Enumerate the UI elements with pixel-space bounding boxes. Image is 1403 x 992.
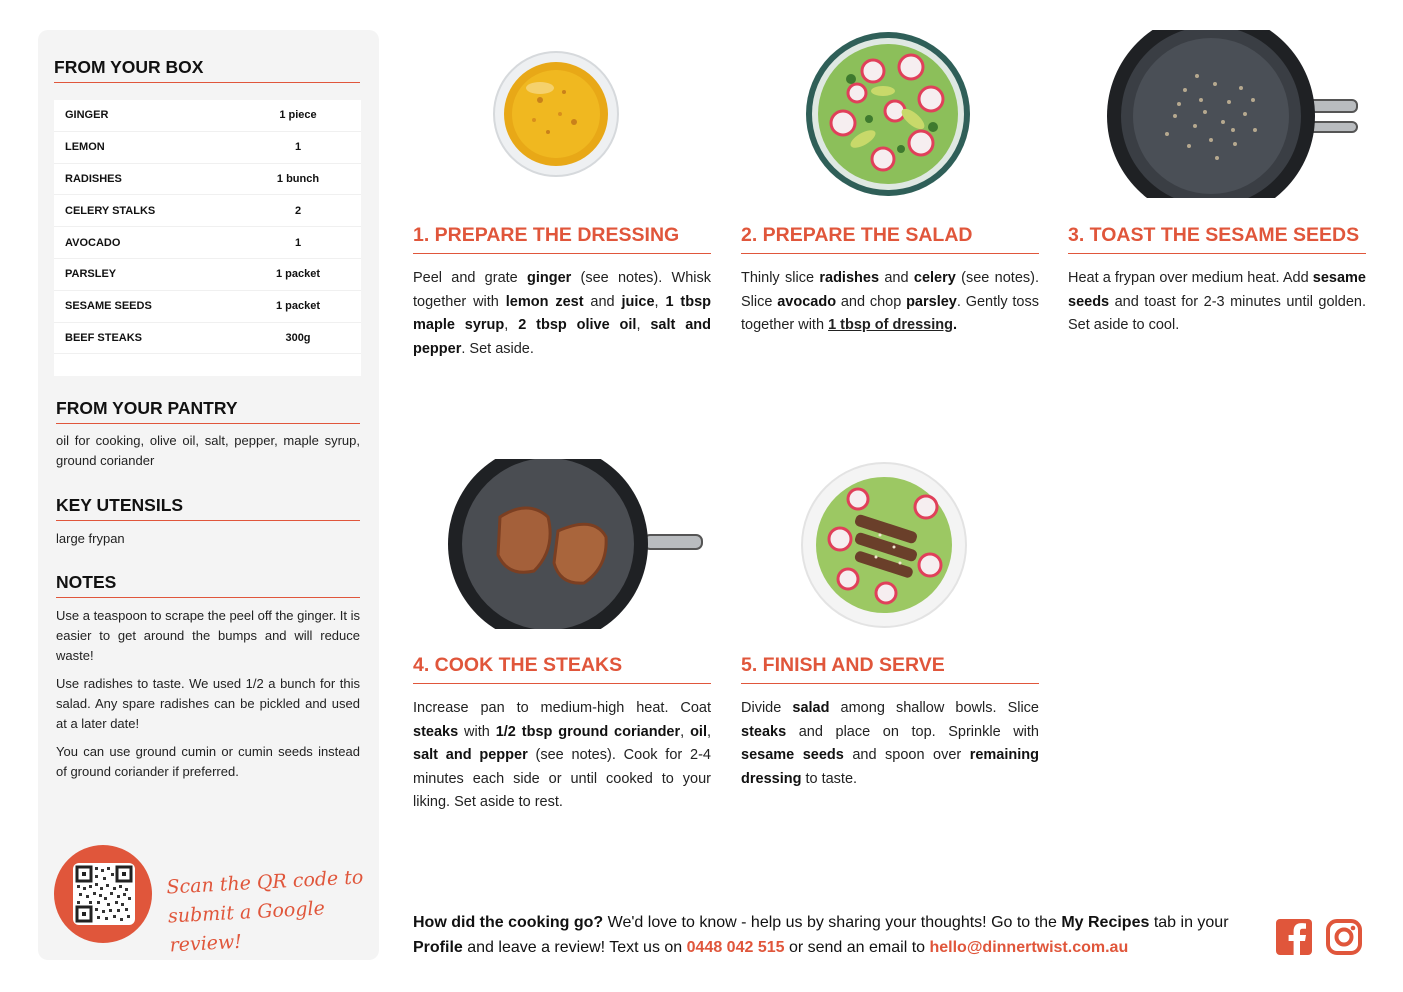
footer-phone-link[interactable]: 0448 042 515 (686, 939, 785, 956)
step-text-emphasis: juice (621, 293, 655, 310)
qr-caption (166, 863, 381, 961)
ingredient-name: CELERY STALKS (65, 204, 156, 217)
ingredient-row (54, 291, 361, 323)
ingredient-qty: 1 (294, 141, 302, 154)
step-text-run: (see notes). Cook for 2-4 minutes each side or until cooked to your liking. Set aside to rest. (413, 747, 711, 810)
dressing-bowl-image (490, 48, 622, 180)
ingredients-table (54, 100, 361, 376)
step-text-emphasis: celery (913, 270, 956, 286)
frypan-sesame-image (1105, 30, 1359, 198)
step-text-run: , (636, 317, 651, 333)
step-text-run: and spoon over (843, 747, 970, 763)
footer-text: tab in your (1149, 914, 1229, 931)
step-text-emphasis: avocado (777, 293, 837, 310)
step-text-run: (see notes). Slice (741, 270, 1040, 310)
note-paragraph: You can use ground cumin or cumin seeds instead of ground coriander if preferred. (56, 744, 360, 779)
ingredient-name: PARSLEY (65, 268, 117, 281)
step-2-title: 2. PREPARE THE SALAD (741, 224, 1039, 254)
step-text-run: , (680, 723, 691, 740)
step-text-run: Increase pan to medium-high heat. Coat (413, 700, 711, 716)
step-3-title: 3. TOAST THE SESAME SEEDS (1068, 224, 1366, 254)
step-text-run: Peel and grate (413, 270, 527, 286)
step-text-emphasis: . (952, 317, 957, 333)
step-5-text (741, 697, 1039, 791)
footer-question: How did the cooking go? (413, 914, 604, 931)
notes-heading: NOTES (56, 572, 360, 598)
qr-code-icon[interactable] (73, 863, 135, 925)
note-paragraph: Use a teaspoon to scrape the peel off the ginger. It is easier to get around the bumps and will reduce waste! (56, 608, 361, 663)
footer-text: and leave a review! Text us on (462, 939, 687, 956)
footer-email-link[interactable]: hello@dinnertwist.com.au (929, 939, 1129, 956)
ingredient-qty: 300g (285, 331, 311, 344)
step-text-run: and chop (836, 293, 907, 310)
step-text-run: , (654, 293, 666, 310)
ingredient-name: BEEF STEAKS (65, 331, 143, 344)
ingredient-name: GINGER (65, 109, 109, 122)
step-text-run: Divide (741, 700, 793, 716)
step-text-emphasis: radishes (819, 270, 880, 286)
step-text-emphasis: steaks (741, 723, 787, 740)
ingredient-name: RADISHES (65, 172, 122, 185)
ingredient-name: AVOCADO (65, 236, 121, 249)
step-text-run: and toast for 2-3 minutes until golden. Set aside to cool. (1068, 293, 1366, 333)
ingredient-qty: 1 piece (279, 109, 317, 122)
step-text-run: Heat a frypan over medium heat. Add (1068, 270, 1313, 286)
step-text-emphasis: 1 tbsp of dressing (828, 317, 953, 333)
ingredient-name: SESAME SEEDS (65, 300, 152, 313)
step-text-emphasis: 1/2 tbsp ground coriander (495, 723, 681, 740)
step-text-run: Thinly slice (741, 270, 820, 286)
facebook-icon[interactable] (1276, 919, 1312, 955)
step-5-title: 5. FINISH AND SERVE (741, 654, 1039, 684)
pantry-text: oil for cooking, olive oil, salt, pepper, maple syrup, ground coriander (56, 433, 360, 468)
step-text-emphasis: sesame seeds (741, 747, 844, 763)
step-text-run: with (458, 723, 496, 740)
ingredient-qty: 1 bunch (276, 172, 320, 185)
step-text-emphasis: remaining dressing (741, 747, 1039, 787)
step-1-text (413, 267, 711, 361)
salad-bowl-image (803, 31, 973, 197)
step-text-run: . Set aside. (461, 340, 534, 357)
instagram-icon[interactable] (1326, 919, 1362, 955)
step-text-emphasis: salt and pepper (413, 317, 712, 357)
step-text-run: and (583, 293, 622, 310)
key-utensils-heading: KEY UTENSILS (56, 495, 360, 521)
ingredient-row (54, 132, 361, 164)
ingredient-row (54, 259, 361, 291)
step-text-emphasis: oil (690, 723, 707, 740)
step-text-emphasis: 1 tbsp maple syrup (413, 293, 712, 333)
ingredient-row (54, 100, 361, 132)
ingredient-row (54, 195, 361, 227)
from-your-box-heading: FROM YOUR BOX (54, 57, 360, 83)
step-text-run: , (706, 723, 712, 740)
ingredient-qty: 2 (294, 204, 302, 217)
step-text-run: (see notes). Whisk together with (413, 270, 711, 310)
step-text-emphasis: ginger (526, 270, 572, 286)
ingredient-row (54, 323, 361, 355)
sidebar (38, 30, 379, 960)
from-your-pantry-heading: FROM YOUR PANTRY (56, 398, 360, 424)
step-text-run: among shallow bowls. Slice (829, 700, 1039, 716)
step-3-text (1068, 267, 1366, 338)
qr-badge (54, 845, 152, 943)
step-text-run: to taste. (801, 770, 858, 787)
qr-caption-line: submit a Google review! (167, 897, 326, 957)
footer-review-text (413, 910, 1263, 960)
footer-profile: Profile (413, 939, 463, 956)
step-text-run: and (879, 270, 914, 286)
step-text-run: and place on top. Sprinkle with (786, 723, 1039, 740)
step-2-text (741, 267, 1039, 338)
ingredient-row (54, 227, 361, 259)
qr-caption-line: Scan the QR code to (166, 866, 364, 899)
ingredient-row (54, 164, 361, 196)
footer-my-recipes: My Recipes (1061, 914, 1150, 931)
footer-text: or send an email to (784, 939, 930, 956)
step-text-emphasis: lemon zest (505, 293, 584, 310)
ingredient-qty: 1 (294, 236, 302, 249)
step-text-emphasis: sesame seeds (1068, 270, 1366, 310)
step-1-title: 1. PREPARE THE DRESSING (413, 224, 711, 254)
ingredient-name: LEMON (65, 141, 105, 154)
step-text-run: . Gently toss together with (741, 293, 1039, 333)
step-text-emphasis: 2 tbsp olive oil (518, 317, 637, 333)
note-paragraph: Use radishes to taste. We used 1/2 a bunch for this salad. Any spare radishes can be pickled and used at a later date! (56, 676, 360, 731)
step-text-emphasis: salt and pepper (413, 747, 528, 763)
step-text-emphasis: parsley (906, 293, 957, 310)
frypan-steaks-image (448, 459, 704, 629)
ingredient-qty: 1 packet (275, 300, 321, 313)
step-text-emphasis: salad (792, 700, 830, 716)
finished-dish-image (800, 461, 968, 629)
footer-text: We'd love to know - help us by sharing your thoughts! Go to the (603, 914, 1062, 931)
step-text-emphasis: steaks (413, 723, 459, 740)
notes-body (56, 606, 360, 790)
step-4-title: 4. COOK THE STEAKS (413, 654, 711, 684)
ingredient-qty: 1 packet (275, 268, 321, 281)
utensils-text: large frypan (56, 531, 125, 546)
step-text-run: , (504, 317, 519, 333)
step-4-text (413, 697, 711, 815)
